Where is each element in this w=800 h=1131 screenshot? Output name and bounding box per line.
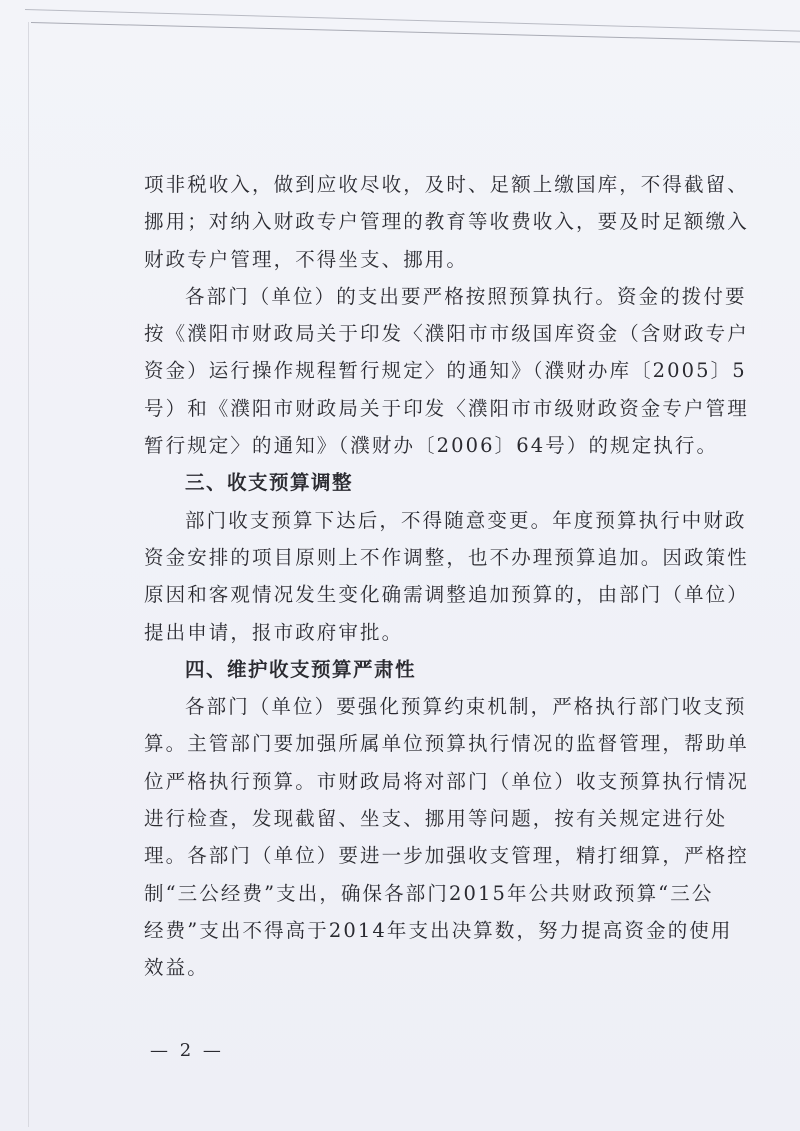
text-line: 资金）运行操作规程暂行规定〉的通知》（濮财办库〔2005〕5	[144, 359, 747, 383]
text-line: 暂行规定〉的通知》（濮财办〔2006〕64号）的规定执行。	[144, 434, 719, 458]
paragraph-budget-seriousness	[144, 688, 749, 986]
text-line: 效益。	[144, 956, 209, 980]
text-line: 按《濮阳市财政局关于印发〈濮阳市市级国库资金（含财政专户	[144, 322, 749, 346]
text-line: 提出申请，报市政府审批。	[144, 620, 404, 644]
text-line: 算。主管部门要加强所属单位预算执行情况的监督管理，帮助单	[144, 732, 749, 756]
text-line: 挪用；对纳入财政专户管理的教育等收费收入，要及时足额缴入	[144, 210, 749, 234]
text-line: 原因和客观情况发生变化确需调整追加预算的，由部门（单位）	[144, 583, 749, 607]
text-line: 进行检查，发现截留、坐支、挪用等问题，按有关规定进行处	[144, 807, 728, 831]
text-line: 制“三公经费”支出，确保各部门2015年公共财政预算“三公	[144, 881, 714, 905]
page-number: — 2 —	[150, 1040, 224, 1061]
text-line: 资金安排的项目原则上不作调整，也不办理预算追加。因政策性	[144, 545, 749, 569]
text-line: 项非税收入，做到应收尽收，及时、足额上缴国库，不得截留、	[144, 173, 749, 196]
text-line: 号）和《濮阳市财政局关于印发〈濮阳市市级财政资金专户管理	[144, 396, 749, 420]
text-line: 位严格执行预算。市财政局将对部门（单位）收支预算执行情况	[144, 769, 749, 793]
paper-edge-top	[25, 9, 800, 32]
paragraph-budget-adjustment	[144, 502, 749, 651]
paper-edge-left	[28, 22, 29, 1127]
text-line: 部门收支预算下达后，不得随意变更。年度预算执行中财政	[185, 508, 747, 532]
text-line: 各部门（单位）的支出要严格按照预算执行。资金的拨付要	[185, 284, 747, 308]
text-line: 各部门（单位）要强化预算约束机制，严格执行部门收支预	[185, 695, 747, 719]
text-line: 理。各部门（单位）要进一步加强收支管理，精打细算，严格控	[144, 844, 749, 868]
text-line: 经费”支出不得高于2014年支出决算数，努力提高资金的使用	[144, 918, 733, 942]
paragraph-expenditure-execution	[144, 278, 749, 464]
section-heading-budget-adjustment: 三、收支预算调整	[185, 471, 354, 495]
paragraph-non-tax-revenue	[144, 166, 749, 278]
text-line: 财政专户管理，不得坐支、挪用。	[144, 247, 469, 271]
section-heading-budget-seriousness: 四、维护收支预算严肃性	[185, 657, 417, 681]
document-body	[144, 166, 749, 987]
paper-edge-inner	[31, 22, 800, 43]
